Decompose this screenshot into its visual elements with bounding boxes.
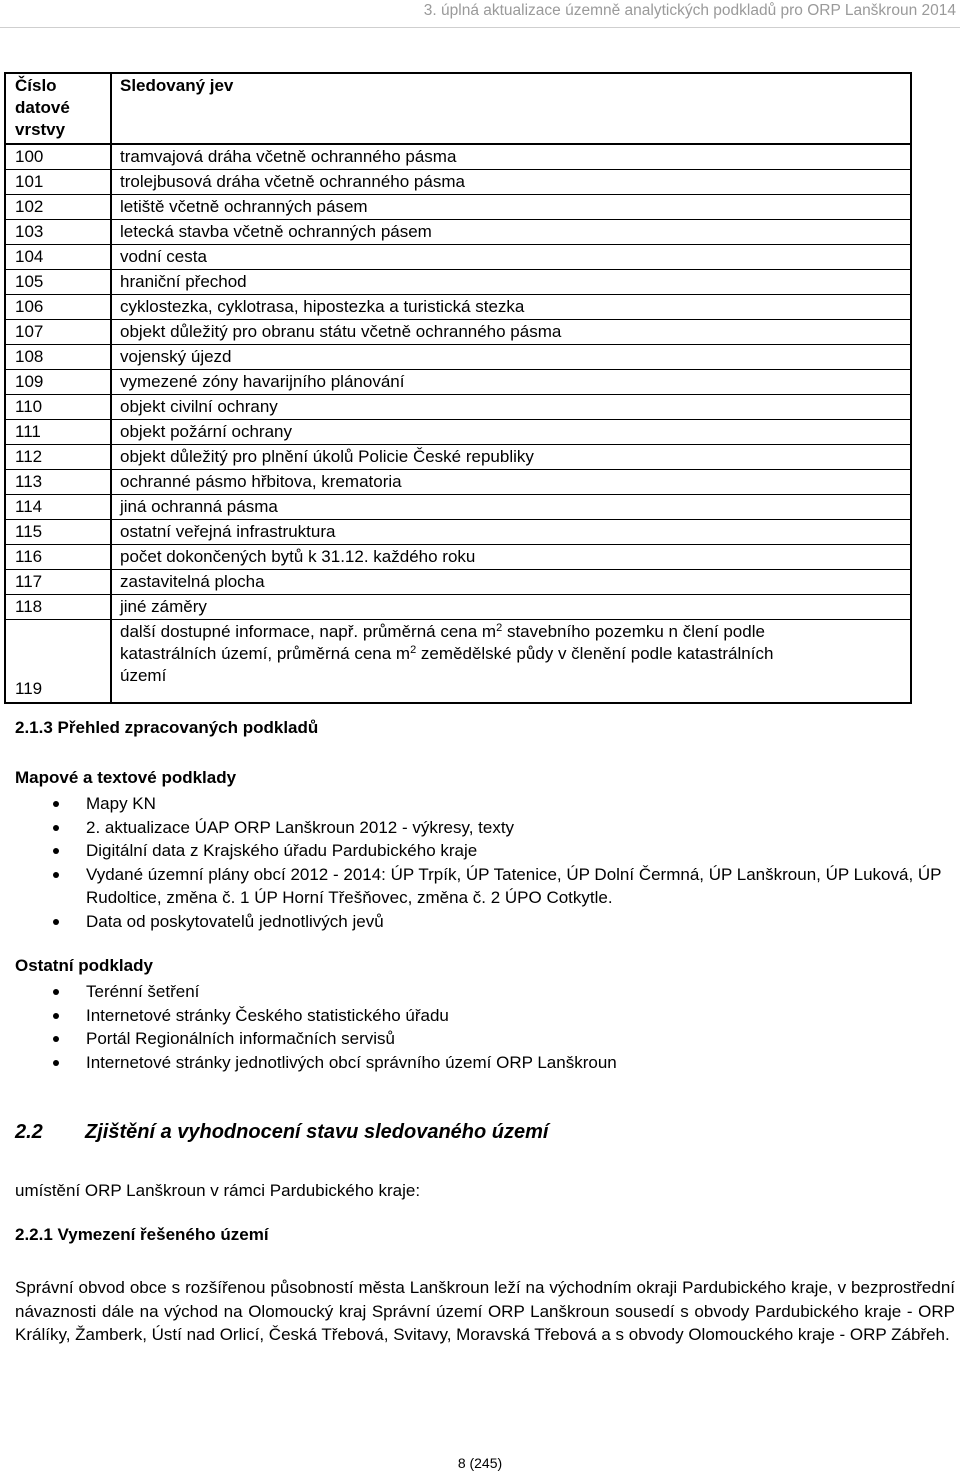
text-fragment: další dostupné informace, např. průměrná cena m (120, 622, 497, 641)
table-row (5, 595, 911, 620)
list-item (0, 1027, 944, 1051)
table-cell-line: území (120, 666, 167, 685)
table-cell-number: 102 (5, 195, 111, 220)
section-number: 2.2 (15, 1121, 43, 1143)
text-fragment: stavebního pozemku n člení podle (502, 622, 765, 641)
bullet-icon (53, 919, 59, 925)
table-cell-phenomenon: hraniční přechod (111, 270, 911, 295)
table-cell-phenomenon: objekt důležitý pro obranu státu včetně ochranného pásma (111, 320, 911, 345)
table-row (5, 370, 911, 395)
bullet-icon (53, 825, 59, 831)
table-cell-phenomenon: objekt požární ochrany (111, 420, 911, 445)
bullet-icon (53, 989, 59, 995)
other-sources-heading: Ostatní podklady (15, 956, 153, 975)
col-header-layer-number-text: Číslo datové vrstvy (15, 76, 70, 139)
data-layers-table (4, 72, 912, 704)
table-row (5, 270, 911, 295)
table-cell-phenomenon: jiná ochranná pásma (111, 495, 911, 520)
bullet-icon (53, 1036, 59, 1042)
table-cell-phenomenon: tramvajová dráha včetně ochranného pásma (111, 144, 911, 170)
list-item (0, 1051, 944, 1075)
list-item-text: Mapy KN (86, 794, 156, 813)
running-header: 3. úplná aktualizace územně analytických podkladů pro ORP Lanškroun 2014 (423, 2, 956, 19)
list-item-text: Vydané územní plány obcí 2012 - 2014: ÚP Trpík, ÚP Tatenice, ÚP Dolní Čermná, ÚP Lanškroun, ÚP Luková, ÚP Rudoltice, změna č. 1 ÚP Horní Třešňovec, změna č. 2 ÚPO Cotkytle. (86, 864, 942, 907)
table-cell-number: 100 (5, 144, 111, 170)
list-item-text: Portál Regionálních informačních servisů (86, 1029, 395, 1048)
list-item (0, 816, 944, 840)
list-item (0, 980, 944, 1004)
list-item (0, 1004, 944, 1028)
table-cell-number: 115 (5, 520, 111, 545)
maps-heading: Mapové a textové podklady (15, 768, 237, 787)
table-row (5, 395, 911, 420)
table-row (5, 144, 911, 170)
table-cell-number: 116 (5, 545, 111, 570)
table-row (5, 170, 911, 195)
table-cell-number: 106 (5, 295, 111, 320)
table-cell-phenomenon: objekt důležitý pro plnění úkolů Policie České republiky (111, 445, 911, 470)
list-item-text: Terénní šetření (86, 982, 200, 1001)
table-cell-number: 101 (5, 170, 111, 195)
table-cell-phenomenon: vodní cesta (111, 245, 911, 270)
table-cell-phenomenon: trolejbusová dráha včetně ochranného pásma (111, 170, 911, 195)
table-body (5, 144, 911, 620)
table-cell-number: 113 (5, 470, 111, 495)
table-row (5, 445, 911, 470)
col-header-layer-number (5, 73, 111, 144)
body-paragraph: Správní obvod obce s rozšířenou působností města Lanškroun leží na východním okraji Pardubického kraje, v bezprostřední návaznosti dále na východ na Olomoucký kraj Správní území ORP Lanškroun sousedí s obvody Pardubického kraje - ORP Králíky, Žamberk, Ústí nad Orlicí, Česká Třebová, Svitavy, Moravská Třebová a s obvody Olomouckého kraje - ORP Zábřeh. (15, 1278, 955, 1344)
table-cell-phenomenon: počet dokončených bytů k 31.12. každého roku (111, 545, 911, 570)
superscript: 2 (496, 622, 503, 634)
table-cell-phenomenon: vymezené zóny havarijního plánování (111, 370, 911, 395)
maps-list (0, 792, 944, 933)
table-row (5, 320, 911, 345)
col-header-phenomenon: Sledovaný jev (111, 73, 911, 144)
table-row (5, 570, 911, 595)
table-row (5, 520, 911, 545)
table-cell-phenomenon: cyklostezka, cyklotrasa, hipostezka a turistická stezka (111, 295, 911, 320)
text-fragment: zemědělské půdy v členění podle katastrálních (416, 644, 774, 663)
table-cell-phenomenon: jiné záměry (111, 595, 911, 620)
list-item (0, 839, 944, 863)
table-cell-phenomenon: letecká stavba včetně ochranných pásem (111, 220, 911, 245)
section-title: Zjištění a vyhodnocení stavu sledovaného území (85, 1121, 549, 1143)
table-cell-number: 107 (5, 320, 111, 345)
table-cell-number: 111 (5, 420, 111, 445)
list-item-text: Internetové stránky jednotlivých obcí správního území ORP Lanškroun (86, 1052, 617, 1072)
page-number: 8 (245) (457, 1455, 503, 1471)
table-row (5, 470, 911, 495)
list-item (0, 863, 944, 910)
table-cell-number: 109 (5, 370, 111, 395)
table-row (5, 495, 911, 520)
table-cell-line (120, 621, 910, 643)
bullet-icon (53, 1060, 59, 1066)
subsection-heading-2-2-1: 2.2.1 Vymezení řešeného území (15, 1225, 269, 1244)
bullet-icon (53, 1013, 59, 1019)
table-row-119 (5, 620, 911, 704)
table-cell-number: 114 (5, 495, 111, 520)
bullet-icon (53, 872, 59, 878)
superscript: 2 (410, 644, 417, 656)
table-cell-phenomenon: ostatní veřejná infrastruktura (111, 520, 911, 545)
table-row (5, 420, 911, 445)
table-cell-phenomenon (111, 620, 911, 704)
table-header-row (5, 73, 911, 144)
table-cell-line (120, 643, 910, 665)
list-item (0, 910, 944, 934)
table-cell-phenomenon: ochranné pásmo hřbitova, krematoria (111, 470, 911, 495)
table-cell-phenomenon: vojenský újezd (111, 345, 911, 370)
table-row (5, 220, 911, 245)
table-cell-number: 119 (5, 620, 111, 704)
list-item (0, 792, 944, 816)
table-cell-number: 105 (5, 270, 111, 295)
table-cell-number: 110 (5, 395, 111, 420)
table-row (5, 295, 911, 320)
table-cell-number: 104 (5, 245, 111, 270)
text-fragment: katastrálních území, průměrná cena m (120, 644, 411, 663)
list-item-text: 2. aktualizace ÚAP ORP Lanškroun 2012 - výkresy, texty (86, 817, 515, 837)
list-item-text: Digitální data z Krajského úřadu Pardubického kraje (86, 841, 478, 860)
list-item-text: Internetové stránky Českého statistického úřadu (86, 1005, 449, 1025)
bullet-icon (53, 801, 59, 807)
table-cell-phenomenon: objekt civilní ochrany (111, 395, 911, 420)
other-sources-list (0, 980, 944, 1074)
section-heading-2-2 (15, 1121, 548, 1144)
table-cell-number: 112 (5, 445, 111, 470)
table-cell-number: 118 (5, 595, 111, 620)
table-cell-number: 117 (5, 570, 111, 595)
table-cell-phenomenon: letiště včetně ochranných pásem (111, 195, 911, 220)
bullet-icon (53, 848, 59, 854)
table-row (5, 245, 911, 270)
intro-text: umístění ORP Lanškroun v rámci Pardubického kraje: (15, 1181, 421, 1200)
header-rule (0, 27, 960, 28)
table-cell-number: 103 (5, 220, 111, 245)
list-item-text: Data od poskytovatelů jednotlivých jevů (86, 911, 384, 931)
section-heading-2-1-3: 2.1.3 Přehled zpracovaných podkladů (15, 718, 319, 737)
table-cell-number: 108 (5, 345, 111, 370)
table-row (5, 345, 911, 370)
table-row (5, 195, 911, 220)
table-cell-phenomenon: zastavitelná plocha (111, 570, 911, 595)
table-row (5, 545, 911, 570)
